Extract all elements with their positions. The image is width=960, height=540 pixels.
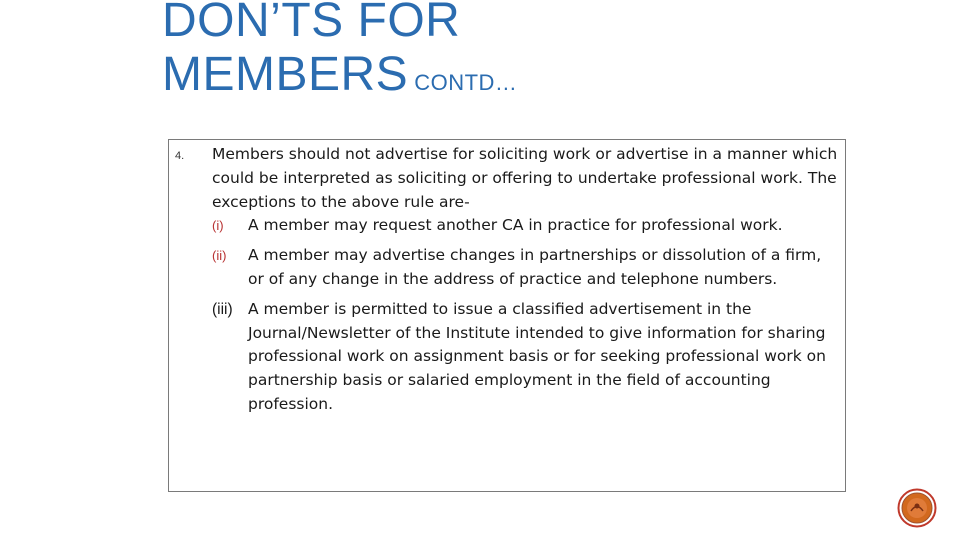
title-suffix: CONTD… — [414, 70, 518, 95]
slide-title — [162, 0, 517, 110]
list-item — [212, 214, 840, 238]
title-line-2-wrapper — [162, 48, 517, 110]
intro-text: Members should not advertise for soliciting work or advertise in a manner which could be interpreted as soliciting or offering to undertake professional work. The exceptions to the above rule are- — [212, 145, 838, 211]
list-item-text: A member is permitted to issue a classified advertisement in the Journal/Newsletter of the Institute intended to give information for sharing professional work on assignment basis or for seeking professional work on partnership basis or salaried employment in the field of accounting profession. — [248, 299, 826, 413]
list-item-text: A member may advertise changes in partnerships or dissolution of a firm, or of any change in the address of practice and telephone numbers. — [248, 246, 822, 288]
exceptions-list — [212, 214, 840, 416]
body-text — [212, 143, 840, 417]
list-item-text: A member may request another CA in practice for professional work. — [248, 216, 783, 235]
list-item — [212, 244, 840, 292]
list-marker: (iii) — [212, 300, 233, 318]
institute-seal-icon — [897, 488, 937, 528]
item-number: 4. — [175, 150, 185, 162]
title-line-1: DON’TS FOR — [162, 0, 461, 47]
title-line-2: MEMBERS — [162, 48, 409, 101]
list-marker: (ii) — [212, 248, 227, 264]
list-item — [212, 298, 840, 417]
list-marker: (i) — [212, 218, 224, 234]
